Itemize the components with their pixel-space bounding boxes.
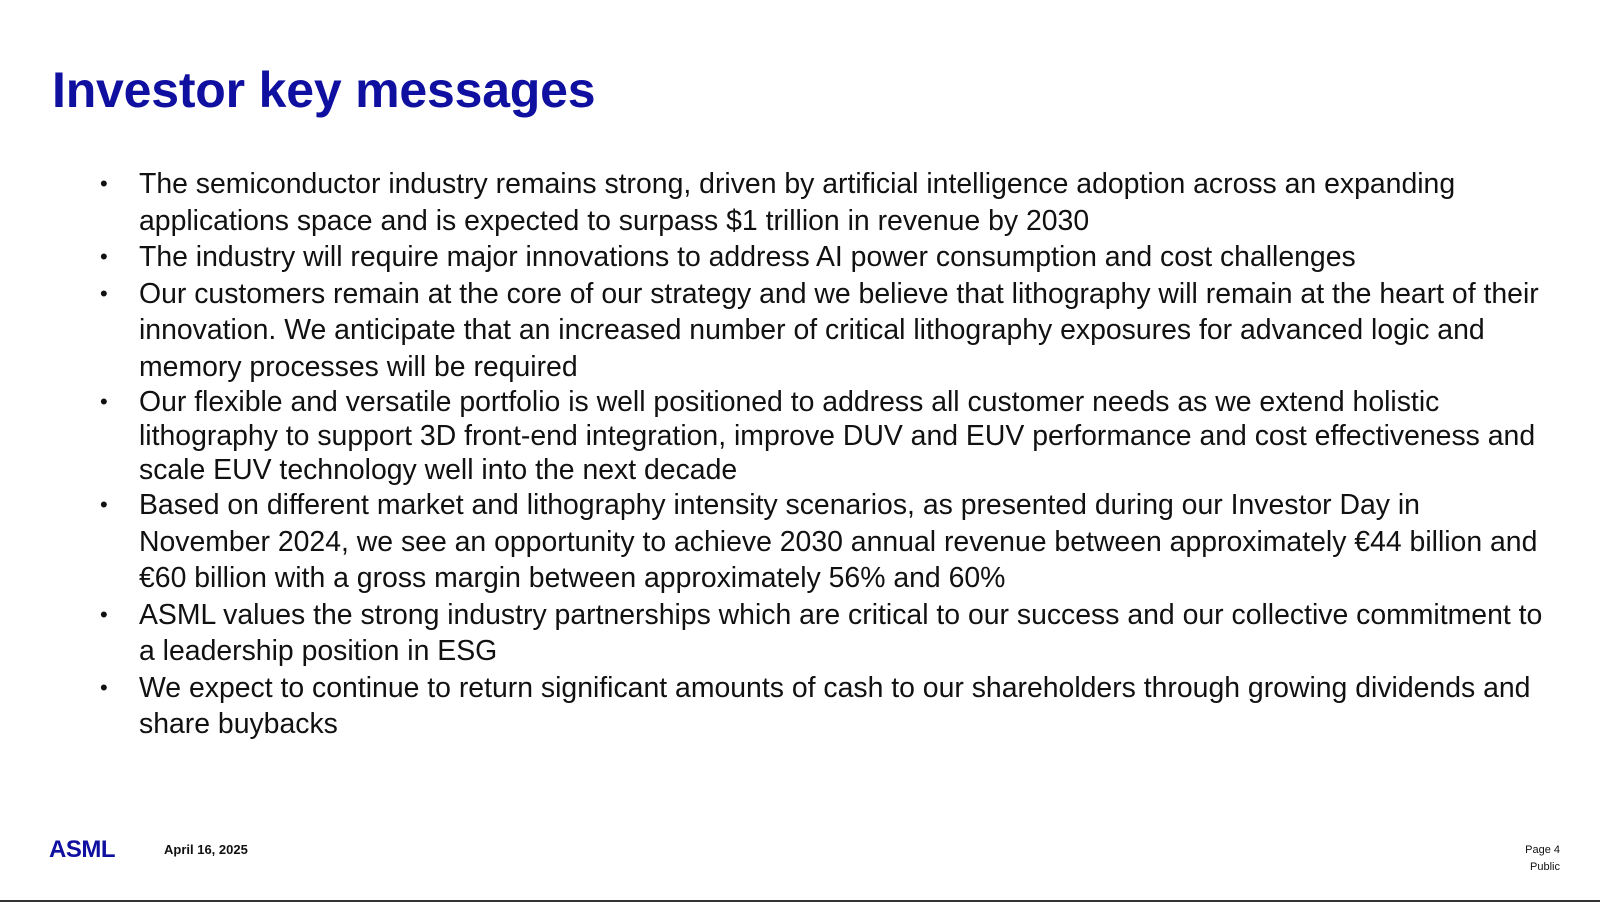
bullet-text: We expect to continue to return significant amounts of cash to our shareholders through growing dividends and share buybacks [139, 671, 1531, 740]
bullet-text: ASML values the strong industry partnerships which are critical to our success and our collective commitment to a leadership position in ESG [139, 598, 1543, 667]
bullet-item [100, 670, 1550, 743]
bullet-item [100, 597, 1550, 670]
bullet-text: Based on different market and lithography intensity scenarios, as presented during our Investor Day in November 2024, we see an opportunity to achieve 2030 annual revenue between approximately €44 billion and €60 billion with a gross margin between approximately 56% and 60% [139, 489, 1538, 594]
bullet-marker: • [100, 601, 108, 627]
bullet-text: Our flexible and versatile portfolio is well positioned to address all customer needs as we extend holistic lithography to support 3D front-end integration, improve DUV and EUV performance and cost effectiveness and scale EUV technology well into the next decade [139, 386, 1536, 486]
bullet-text: Our customers remain at the core of our strategy and we believe that lithography will remain at the heart of their innovation. We anticipate that an increased number of critical lithography exposures for advanced logic and memory processes will be required [139, 277, 1539, 383]
bullet-item [100, 487, 1550, 597]
bullet-item [100, 385, 1550, 487]
bullet-marker: • [100, 244, 108, 269]
key-messages-list [100, 166, 1550, 743]
bullet-text: The semiconductor industry remains strong, driven by artificial intelligence adoption across an expanding applications space and is expected to surpass $1 trillion in revenue by 2030 [139, 168, 1456, 237]
bullet-marker: • [100, 171, 108, 196]
footer-page-info [1525, 842, 1560, 876]
asml-logo: ASML [49, 836, 115, 863]
bullet-marker: • [100, 674, 108, 700]
bullet-marker: • [100, 492, 108, 517]
footer-date: April 16, 2025 [164, 842, 248, 857]
bullet-item [100, 276, 1550, 386]
bullet-item [100, 166, 1550, 239]
bullet-marker: • [100, 389, 108, 414]
bullet-marker: • [100, 280, 108, 306]
classification-label: Public [1530, 861, 1560, 873]
bullet-text: The industry will require major innovations to address AI power consumption and cost challenges [139, 241, 1356, 273]
page-number: Page 4 [1525, 844, 1560, 856]
slide-title: Investor key messages [52, 62, 596, 118]
bullet-item [100, 239, 1550, 276]
